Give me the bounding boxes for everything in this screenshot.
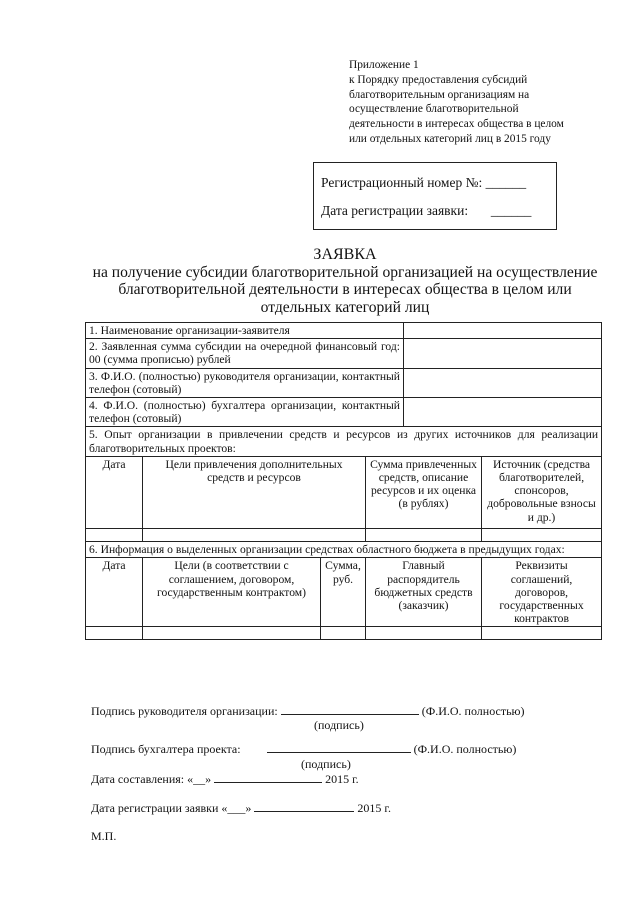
accountant-signature-label: Подпись бухгалтера проекта: (91, 742, 241, 756)
section6-cell[interactable] (86, 627, 143, 640)
table-row (86, 398, 602, 427)
section6-title: 6. Информация о выделенных организации средствах областного бюджета в предыдущих годах: (86, 542, 602, 558)
section6-cell[interactable] (321, 627, 366, 640)
head-signature-label: Подпись руководителя организации: (91, 704, 278, 718)
section5-header-amount: Сумма привлеченных средств, описание ресурсов и их оценка (в рублях) (366, 456, 482, 528)
accountant-fio-caption: (Ф.И.О. полностью) (413, 742, 517, 756)
compiled-date-label: Дата составления: «__» (91, 772, 212, 786)
registration-number: Регистрационный номер №: ______ (321, 175, 527, 190)
annex-line: деятельности в интересах общества в целом (349, 118, 564, 131)
accountant-signature-line (91, 742, 516, 757)
registration-date-blank: ______ (490, 203, 532, 218)
title-line: отдельных категорий лиц (260, 298, 430, 316)
accountant-fio-field[interactable] (404, 398, 602, 427)
section6-cell[interactable] (143, 627, 321, 640)
head-sign-caption: (подпись) (314, 718, 364, 732)
section5-header-row (86, 456, 602, 528)
head-fio-caption: (Ф.И.О. полностью) (421, 704, 525, 718)
section5-title: 5. Опыт организации в привлечении средств и ресурсов из других источников для реализации благотворительных проектов: (86, 427, 602, 456)
section6-cell[interactable] (366, 627, 482, 640)
section5-cell[interactable] (143, 529, 366, 542)
section5-header-goals: Цели привлечения дополнительных средств и ресурсов (143, 456, 366, 528)
title-line: благотворительной деятельности в интересах общества в целом или (118, 281, 572, 298)
accountant-fio-label: 4. Ф.И.О. (полностью) бухгалтера организации, контактный телефон (сотовый) (86, 398, 404, 427)
applicant-name-field[interactable] (404, 323, 602, 339)
table-row (86, 323, 602, 339)
head-fio-label: 3. Ф.И.О. (полностью) руководителя организации, контактный телефон (сотовый) (86, 368, 404, 397)
section6-header-requisites: Реквизиты соглашений, договоров, государственных контрактов (482, 558, 602, 627)
section5-cell[interactable] (482, 529, 602, 542)
title-main: ЗАЯВКА (313, 246, 377, 263)
head-signature-line (91, 704, 525, 719)
title-line: на получение субсидии благотворительной организацией на осуществление (92, 263, 598, 281)
annex-line: благотворительным организациям на (349, 88, 530, 101)
table-row (86, 627, 602, 640)
table-row (86, 427, 602, 456)
registration-date-year: 2015 г. (357, 801, 391, 815)
section6-cell[interactable] (482, 627, 602, 640)
section6-header-row (86, 558, 602, 627)
table-row (86, 529, 602, 542)
registration-date-label: Дата регистрации заявки: (321, 203, 469, 218)
compiled-date-blank[interactable] (214, 772, 322, 783)
section5-cell[interactable] (86, 529, 143, 542)
table-row (86, 339, 602, 368)
stamp-label: М.П. (91, 829, 117, 843)
compiled-date-year: 2015 г. (325, 772, 359, 786)
document-title (70, 246, 620, 316)
head-fio-field[interactable] (404, 368, 602, 397)
section6-header-date: Дата (86, 558, 143, 627)
section6-header-amount: Сумма, руб. (321, 558, 366, 627)
accountant-signature-blank[interactable] (267, 742, 411, 753)
table-row (86, 368, 602, 397)
annex-line: Приложение 1 (349, 59, 419, 71)
section5-cell[interactable] (366, 529, 482, 542)
compiled-date-line (91, 772, 359, 787)
registration-date (321, 203, 531, 219)
annex-header (349, 58, 599, 147)
registration-date-blank[interactable] (254, 801, 354, 812)
applicant-name-label: 1. Наименование организации-заявителя (86, 323, 404, 339)
annex-line: или отдельных категорий лиц в 2015 году (349, 132, 551, 145)
subsidy-amount-field[interactable] (404, 339, 602, 368)
table-row (86, 542, 602, 558)
annex-line: к Порядку предоставления субсидий (349, 73, 528, 86)
application-form-table (85, 322, 602, 640)
section6-header-goals: Цели (в соответствии с соглашением, договором, государственным контрактом) (143, 558, 321, 627)
head-signature-blank[interactable] (281, 704, 419, 715)
accountant-sign-caption: (подпись) (301, 757, 351, 771)
annex-line: осуществление благотворительной (349, 103, 519, 116)
subsidy-amount-label: 2. Заявленная сумма субсидии на очередной финансовый год: 00 (сумма прописью) рублей (86, 339, 404, 368)
section5-header-source: Источник (средства благотворителей, спонсоров, добровольные взносы и др.) (482, 456, 602, 528)
section6-header-manager: Главный распорядитель бюджетных средств (заказчик) (366, 558, 482, 627)
registration-date-label: Дата регистрации заявки «___» (91, 801, 252, 815)
registration-box (313, 162, 557, 230)
section5-header-date: Дата (86, 456, 143, 528)
registration-date-line (91, 801, 391, 816)
